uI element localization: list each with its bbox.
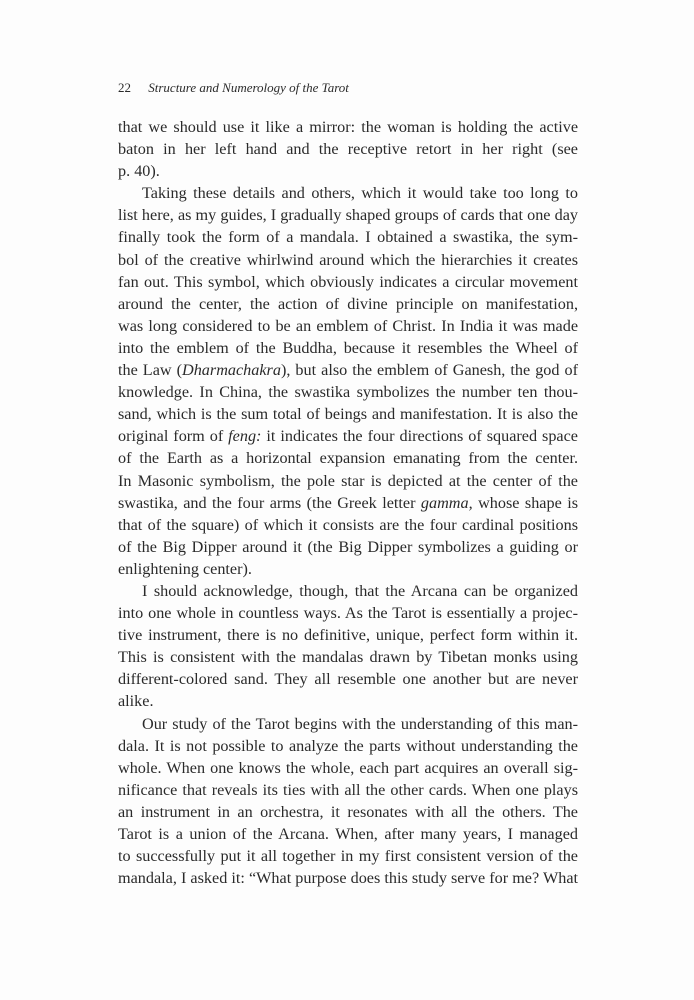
running-title: Structure and Numerology of the Tarot [148,80,349,95]
text-segment: Our study of the Tarot begins with the understanding of this man- [142,714,578,733]
text-line [118,668,578,690]
text-line [118,580,578,602]
text-line [118,182,578,204]
running-header [118,80,349,96]
text-line [118,249,578,271]
text-segment: alike. [118,692,154,711]
text-line [118,867,578,889]
text-segment: p. 40). [118,162,160,181]
text-segment: that we should use it like a mirror: the woman is holding the active [118,118,578,136]
text-line [118,779,578,801]
text-segment: baton in her left hand and the receptive retort in her right (see [118,140,578,159]
text-line [118,204,578,226]
text-line [118,823,578,845]
text-line [118,801,578,823]
text-segment: I should acknowledge, though, that the Arcana can be organized [142,581,578,600]
text-line [118,558,578,580]
italic-term: feng: [228,427,262,446]
text-line [118,536,578,558]
text-segment: original form of [118,427,229,446]
italic-term: Dharmachakra [182,361,281,380]
text-segment: swastika, and the four arms (the Greek letter [118,493,421,512]
text-segment: knowledge. In China, the swastika symbolizes the number ten thou- [118,383,578,402]
text-segment: to successfully put it all together in my first consistent version of the [118,847,578,866]
text-line [118,492,578,514]
text-segment: the Law ( [118,361,183,380]
italic-term: gamma, [420,493,473,512]
text-line [118,845,578,867]
text-line [118,624,578,646]
text-segment: was long considered to be an emblem of Christ. In India it was made [118,316,578,335]
text-line [118,425,578,447]
text-segment: tive instrument, there is no definitive, unique, perfect form within it. [118,626,578,645]
text-segment: around the center, the action of divine principle on manifestation, [118,294,578,313]
text-segment: ), but also the emblem of Ganesh, the god of [280,361,578,380]
text-segment: whose shape is [472,493,578,512]
text-line [118,713,578,735]
text-line [118,381,578,403]
text-line [118,470,578,492]
text-segment: into one whole in countless ways. As the Tarot is essentially a projec- [118,604,578,623]
text-segment: of the Big Dipper around it (the Big Dipper symbolizes a guiding or [118,537,578,556]
text-line [118,271,578,293]
text-line [118,226,578,248]
text-segment: of the Earth as a horizontal expansion emanating from the center. [118,449,578,468]
text-line [118,337,578,359]
text-segment: Taking these details and others, which it would take too long to [142,184,578,203]
text-segment: into the emblem of the Buddha, because it resembles the Wheel of [118,338,578,357]
text-segment: finally took the form of a mandala. I obtained a swastika, the sym- [118,228,578,247]
text-segment: nificance that reveals its ties with all the other cards. When one plays [118,780,578,799]
text-segment: Tarot is a union of the Arcana. When, after many years, I managed [118,825,578,843]
body-text [118,116,578,889]
text-segment: enlightening center). [118,559,252,578]
text-line [118,735,578,757]
text-segment: fan out. This symbol, which obviously indicates a circular movement [118,272,578,291]
text-segment: sand, which is the sum total of beings and manifestation. It is also the [118,405,578,424]
text-segment: it indicates the four directions of squared space [261,427,578,446]
text-line [118,514,578,536]
text-segment: that of the square) of which it consists are the four cardinal positions [118,515,578,534]
text-segment: an instrument in an orchestra, it resonates with all the others. The [118,802,578,821]
text-segment: list here, as my guides, I gradually shaped groups of cards that one day [118,206,578,225]
text-line [118,757,578,779]
text-line [118,690,578,712]
text-line [118,359,578,381]
text-segment: dala. It is not possible to analyze the parts without understanding the [118,736,578,755]
text-segment: This is consistent with the mandalas drawn by Tibetan monks using [118,648,578,667]
text-segment: whole. When one knows the whole, each part acquires an overall sig- [118,758,578,777]
text-segment: different-colored sand. They all resemble one another but are never [118,670,578,689]
text-segment: In Masonic symbolism, the pole star is depicted at the center of the [118,471,578,490]
text-line [118,293,578,315]
text-line [118,447,578,469]
page-number: 22 [118,80,131,95]
text-line [118,646,578,668]
text-line [118,116,578,138]
text-segment: bol of the creative whirlwind around which the hierarchies it creates [118,250,578,269]
text-line [118,315,578,337]
text-line [118,602,578,624]
text-line [118,160,578,182]
text-segment: mandala, I asked it: “What purpose does this study serve for me? What [118,869,578,888]
text-line [118,138,578,160]
text-line [118,403,578,425]
